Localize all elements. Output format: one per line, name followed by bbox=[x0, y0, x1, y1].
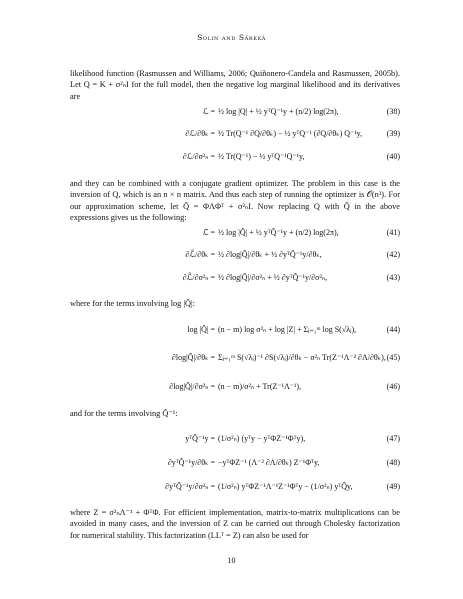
paragraph-text: and they can be combined with a conjugate gradient optimizer. The problem in this case is the inversion of Q, which is an n × n matrix. And thus each step of running the optimizer is 𝒪(n³). For our approximation scheme, let Q̃ = ΦΛΦᵀ + σ²ₙI. Now replacing Q with Q̃ in the above expressions gives us the following: bbox=[70, 179, 400, 222]
equation-number: (43) bbox=[386, 273, 400, 282]
equation-38 bbox=[70, 107, 400, 121]
paragraph-text: likelihood function (Rasmussen and Williams, 2006; Quiñonero-Candela and Rasmussen, 2005b). Let Q = K + σ²ₙI for the full model, then the negative log marginal likelihood and its derivatives are bbox=[70, 69, 400, 101]
equation-lhs: ∂ℒ/∂θₖ = bbox=[185, 129, 215, 138]
equation-49 bbox=[70, 482, 400, 496]
paragraph-implementation bbox=[70, 507, 400, 541]
equation-39 bbox=[70, 129, 400, 143]
equation-lhs: ∂yᵀQ̃⁻¹y/∂θₖ = bbox=[167, 458, 215, 467]
equation-rhs: ½ log |Q̃| + ½ yᵀQ̃⁻¹y + (n/2) log(2π), bbox=[218, 228, 339, 237]
equation-44 bbox=[70, 325, 400, 339]
equation-number: (44) bbox=[386, 325, 400, 334]
equation-rhs: ½ Tr(Q⁻¹ ∂Q/∂θₖ) − ½ yᵀQ⁻¹ (∂Q/∂θₖ) Q⁻¹y, bbox=[218, 129, 363, 138]
equation-number: (42) bbox=[386, 250, 400, 259]
equation-lhs: yᵀQ̃⁻¹y = bbox=[185, 434, 215, 443]
equation-lhs: ℒ̃ = bbox=[202, 228, 215, 237]
equation-lhs: ∂ℒ̃/∂θₖ = bbox=[185, 250, 215, 259]
equation-number: (49) bbox=[386, 482, 400, 491]
equation-43 bbox=[70, 273, 400, 287]
running-header: Solin and Särkkä bbox=[197, 33, 266, 42]
paragraph-logdet-terms bbox=[70, 298, 400, 309]
equation-number: (38) bbox=[386, 107, 400, 116]
paragraph-text: where for the terms involving log |Q̃|: bbox=[70, 299, 195, 308]
equation-lhs: ∂ℒ̃/∂σ²ₙ = bbox=[182, 273, 215, 282]
equation-rhs: ½ ∂log|Q̃|/∂σ²ₙ + ½ ∂yᵀQ̃⁻¹y/∂σ²ₙ, bbox=[218, 273, 328, 282]
equation-rhs: ½ Tr(Q⁻¹) − ½ yᵀQ⁻¹Q⁻¹y, bbox=[218, 152, 305, 161]
equation-rhs: ½ ∂log|Q̃|/∂θₖ + ½ ∂yᵀQ̃⁻¹y/∂θₖ, bbox=[218, 250, 322, 259]
equation-number: (47) bbox=[386, 434, 400, 443]
equation-number: (46) bbox=[386, 382, 400, 391]
equation-lhs: log |Q̃| = bbox=[187, 325, 215, 334]
equation-40 bbox=[70, 152, 400, 166]
page-number: 10 bbox=[227, 556, 236, 565]
equation-lhs: ∂log|Q̃|/∂σ²ₙ = bbox=[169, 382, 215, 391]
paragraph-text: where Z = σ²ₙΛ⁻¹ + ΦᵀΦ. For efficient implementation, matrix-to-matrix multiplications can be avoided in many cases, and the inversion of Z can be carried out through Cholesky factorization for numerical stability. This factorization (LLᵀ = Z) can also be used for bbox=[70, 508, 400, 540]
equation-rhs: ½ log |Q| + ½ yᵀQ⁻¹y + (n/2) log(2π), bbox=[218, 107, 339, 116]
equation-rhs: −yᵀΦZ⁻¹ (Λ⁻² ∂Λ/∂θₖ) Z⁻¹Φᵀy, bbox=[218, 458, 320, 467]
equation-lhs: ∂ℒ/∂σ²ₙ = bbox=[182, 152, 215, 161]
equation-number: (40) bbox=[386, 152, 400, 161]
equation-47 bbox=[70, 434, 400, 448]
equation-42 bbox=[70, 250, 400, 264]
equation-45 bbox=[70, 353, 400, 367]
equation-lhs: ℒ = bbox=[202, 107, 215, 116]
equation-rhs: (n − m) log σ²ₙ + log |Z| + Σⱼ₌₁ᵐ log S(√λⱼ), bbox=[218, 325, 357, 334]
equation-number: (48) bbox=[386, 458, 400, 467]
equation-48 bbox=[70, 458, 400, 472]
equation-lhs: ∂yᵀQ̃⁻¹y/∂σ²ₙ = bbox=[165, 482, 215, 491]
equation-rhs: (n − m)/σ²ₙ + Tr(Z⁻¹Λ⁻¹), bbox=[218, 382, 302, 391]
equation-lhs: ∂log|Q̃|/∂θₖ = bbox=[171, 353, 215, 362]
equation-41 bbox=[70, 228, 400, 242]
equation-rhs: (1/σ²ₙ) yᵀΦZ⁻¹Λ⁻¹Z⁻¹Φᵀy − (1/σ²ₙ) yᵀQ̃y, bbox=[218, 482, 353, 491]
equation-number: (41) bbox=[386, 228, 400, 237]
equation-rhs: (1/σ²ₙ) (yᵀy − yᵀΦZ⁻¹Φᵀy), bbox=[218, 434, 306, 443]
equation-rhs: Σⱼ₌₁ᵐ S(√λⱼ)⁻¹ ∂S(√λⱼ)/∂θₖ − σ²ₙ Tr(Z⁻¹Λ⁻² ∂Λ/∂θₖ), bbox=[218, 353, 386, 362]
equation-46 bbox=[70, 382, 400, 396]
paragraph-intro bbox=[70, 68, 400, 102]
equation-number: (45) bbox=[386, 353, 400, 362]
equation-number: (39) bbox=[386, 129, 400, 138]
paragraph-approximation bbox=[70, 178, 400, 223]
paragraph-inverse-terms bbox=[70, 408, 400, 419]
paragraph-text: and for the terms involving Q̃⁻¹: bbox=[70, 409, 178, 418]
